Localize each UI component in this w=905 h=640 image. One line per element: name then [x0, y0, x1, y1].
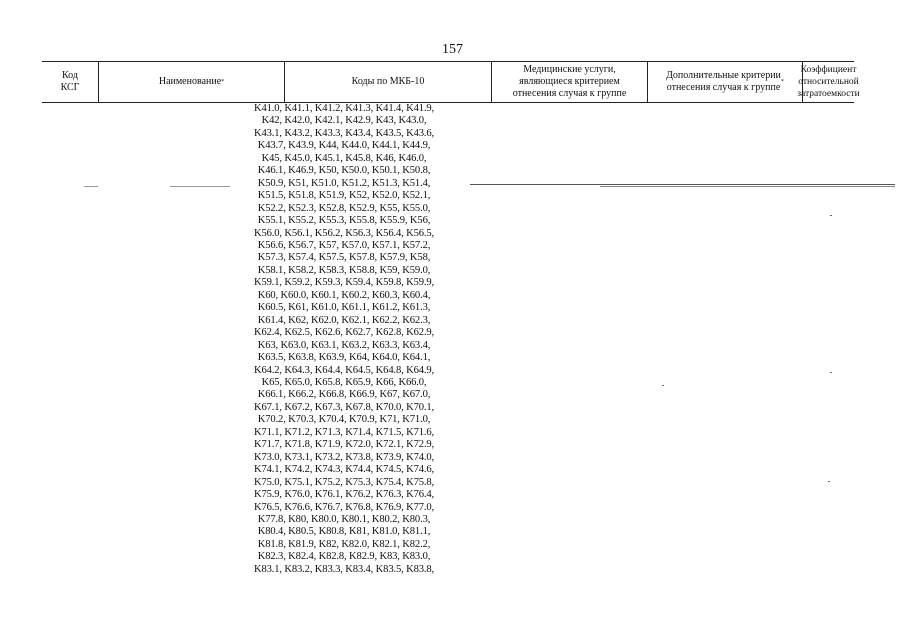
scan-artifact-line: [170, 186, 230, 187]
header-col-extra-mark: *: [780, 79, 784, 85]
header-col-name-mark: *: [221, 79, 225, 85]
mkb-code-line: K58.1, K58.2, K58.3, K58.8, K59, K59.0,: [257, 264, 431, 276]
mkb-code-line: K71.7, K71.8, K71.9, K72.0, K72.1, K72.9,: [253, 439, 435, 451]
scan-artifact-line: [470, 184, 895, 185]
scan-speck: [662, 385, 664, 386]
mkb-code-line: K80.4, K80.5, K80.8, K81, K81.0, K81.1,: [257, 526, 431, 538]
mkb-code-line: K62.4, K62.5, K62.6, K62.7, K62.8, K62.9,: [253, 327, 435, 339]
mkb-code-line: K67.1, K67.2, K67.3, K67.8, K70.0, K70.1,: [253, 401, 435, 413]
mkb-code-line: K81.8, K81.9, K82, K82.0, K82.1, K82.2,: [257, 538, 431, 550]
scan-artifact-line: [600, 186, 895, 187]
table-header: [42, 61, 860, 103]
page-number: 157: [442, 42, 463, 57]
header-col-mkb: Коды по МКБ-10: [284, 62, 491, 102]
mkb-code-line: K82.3, K82.4, K82.8, K82.9, K83, K83.0,: [257, 551, 431, 563]
scan-speck: [828, 481, 830, 482]
header-col-extra: [647, 62, 802, 102]
mkb-code-line: K55.1, K55.2, K55.3, K55.8, K55.9, K56,: [257, 215, 431, 227]
mkb-code-line: K42, K42.0, K42.1, K42.9, K43, K43.0,: [261, 115, 427, 127]
mkb-code-line: K66.1, K66.2, K66.8, K66.9, K67, K67.0,: [257, 389, 431, 401]
mkb-code-line: K52.2, K52.3, K52.8, K52.9, K55, K55.0,: [257, 202, 431, 214]
mkb-code-line: K50.9, K51, K51.0, K51.2, K51.3, K51.4,: [257, 177, 431, 189]
mkb-code-line: K57.3, K57.4, K57.5, K57.8, K57.9, K58,: [257, 252, 431, 264]
mkb-code-line: K76.5, K76.6, K76.7, K76.8, K76.9, K77.0,: [253, 501, 435, 513]
mkb-code-line: K63, K63.0, K63.1, K63.2, K63.3, K63.4,: [257, 339, 431, 351]
mkb-code-line: K70.2, K70.3, K70.4, K70.9, K71, K71.0,: [257, 414, 431, 426]
mkb-code-line: K83.1, K83.2, K83.3, K83.4, K83.5, K83.8,: [253, 563, 435, 575]
mkb-code-line: K74.1, K74.2, K74.3, K74.4, K74.5, K74.6,: [253, 464, 435, 476]
mkb-codes-cell: [239, 103, 449, 576]
mkb-code-line: K41.0, K41.1, K41.2, K41.3, K41.4, K41.9,: [253, 103, 435, 114]
mkb-code-line: K60, K60.0, K60.1, K60.2, K60.3, K60.4,: [257, 289, 431, 301]
mkb-code-line: K61.4, K62, K62.0, K62.1, K62.2, K62.3,: [257, 314, 431, 326]
header-col-extra-text: Дополнительные критерии отнесения случая к группе: [666, 70, 781, 93]
mkb-code-line: K71.1, K71.2, K71.3, K71.4, K71.5, K71.6,: [253, 426, 435, 438]
mkb-code-line: K77.8, K80, K80.0, K80.1, K80.2, K80.3,: [257, 513, 431, 525]
mkb-code-line: K46.1, K46.9, K50, K50.0, K50.1, K50.8,: [257, 165, 431, 177]
header-col-name: [98, 62, 284, 102]
scan-speck: [830, 372, 832, 373]
mkb-code-line: K51.5, K51.8, K51.9, K52, K52.0, K52.1,: [257, 190, 431, 202]
scan-speck: [830, 215, 832, 216]
mkb-code-line: K59.1, K59.2, K59.3, K59.4, K59.8, K59.9,: [253, 277, 435, 289]
mkb-code-line: K73.0, K73.1, K73.2, K73.8, K73.9, K74.0,: [253, 451, 435, 463]
mkb-code-line: K43.7, K43.9, K44, K44.0, K44.1, K44.9,: [257, 140, 431, 152]
mkb-code-line: K63.5, K63.8, K63.9, K64, K64.0, K64.1,: [257, 352, 431, 364]
header-col-code: Код КСГ: [60, 70, 80, 93]
mkb-code-line: K65, K65.0, K65.8, K65.9, K66, K66.0,: [261, 376, 427, 388]
mkb-code-line: K75.0, K75.1, K75.2, K75.3, K75.4, K75.8,: [253, 476, 435, 488]
mkb-code-line: K60.5, K61, K61.0, K61.1, K61.2, K61.3,: [257, 302, 431, 314]
scan-artifact-line: [84, 186, 98, 187]
mkb-code-line: K75.9, K76.0, K76.1, K76.2, K76.3, K76.4,: [253, 489, 435, 501]
header-col-name-text: Наименование: [158, 76, 222, 87]
header-col-coef: Коэффициент относительной затратоемкости: [802, 62, 854, 102]
header-col-services: Медицинские услуги, являющиеся критерием отнесения случая к группе: [491, 62, 647, 102]
mkb-code-line: K56.0, K56.1, K56.2, K56.3, K56.4, K56.5,: [253, 227, 435, 239]
mkb-code-line: K64.2, K64.3, K64.4, K64.5, K64.8, K64.9,: [253, 364, 435, 376]
mkb-code-line: K56.6, K56.7, K57, K57.0, K57.1, K57.2,: [257, 239, 431, 251]
mkb-code-line: K45, K45.0, K45.1, K45.8, K46, K46.0,: [261, 152, 427, 164]
mkb-code-line: K43.1, K43.2, K43.3, K43.4, K43.5, K43.6,: [253, 127, 435, 139]
